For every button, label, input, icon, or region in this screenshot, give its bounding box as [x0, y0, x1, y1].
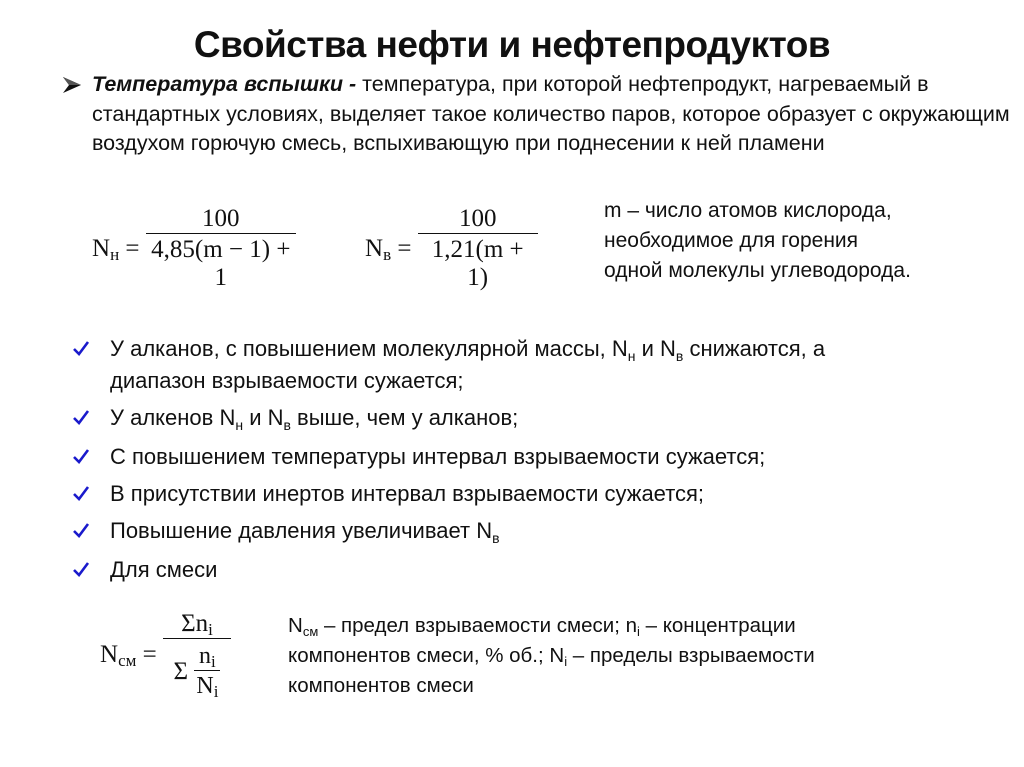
list-item: Для смеси [72, 555, 972, 585]
checkmark-icon [72, 522, 90, 538]
fraction: $\frac{100}{4,85(m - 1) + 1}$ [146, 205, 296, 292]
list-item: У алканов, с повышением молекулярной массы, $N_н$ и $N_в$ снижаются, а диапазон взрываемости сужается; [72, 334, 910, 396]
intro-bullet [62, 70, 1012, 159]
m-definition-note: m – число атомов кислорода, необходимое для горения одной молекулы углеводорода. [604, 199, 911, 282]
term-flash-point: Температура вспышки - [92, 72, 357, 96]
mixture-definition-note: Nсм – предел взрываемости смеси; ni – концентрации компонентов смеси, % об.; Ni – пределы взрываемости компонентов смеси [288, 614, 815, 697]
checkmark-icon [72, 340, 90, 356]
arrow-bullet-icon [62, 76, 82, 94]
checkmark-icon [72, 561, 90, 577]
formula-upper-limit: Nв = $\frac{100}{1,21(m + 1)}$ [365, 205, 538, 292]
checklist [72, 334, 972, 592]
list-item: В присутствии инертов интервал взрываемости сужается; [72, 479, 972, 509]
checkmark-icon [72, 409, 90, 425]
term-definition: температура, при которой нефтепродукт, нагреваемый в стандартных условиях, выделяет такое количество паров, которое образует с окружающим воздухом горючую смесь, вспыхивающую при поднесении к ней пламени [92, 72, 1010, 155]
checkmark-icon [72, 485, 90, 501]
intro-text [92, 70, 1012, 159]
formula-mixture: Nсм = Σni Σ $\frac{ni}{Ni}$ [100, 610, 231, 700]
list-item: Повышение давления увеличивает $N_в$ [72, 516, 972, 548]
slide-title: Свойства нефти и нефтепродуктов [193, 24, 831, 65]
list-item: С повышением температуры интервал взрываемости сужается; [72, 442, 972, 472]
formula-lower-limit: Nн = $\frac{100}{4,85(m - 1) + 1}$ [92, 205, 296, 292]
list-item: У алкенов $N_н$ и $N_в$ выше, чем у алканов; [72, 403, 972, 435]
fraction: Σni Σ $\frac{ni}{Ni}$ [163, 610, 231, 700]
checkmark-icon [72, 448, 90, 464]
fraction: $\frac{100}{1,21(m + 1)}$ [418, 205, 538, 292]
